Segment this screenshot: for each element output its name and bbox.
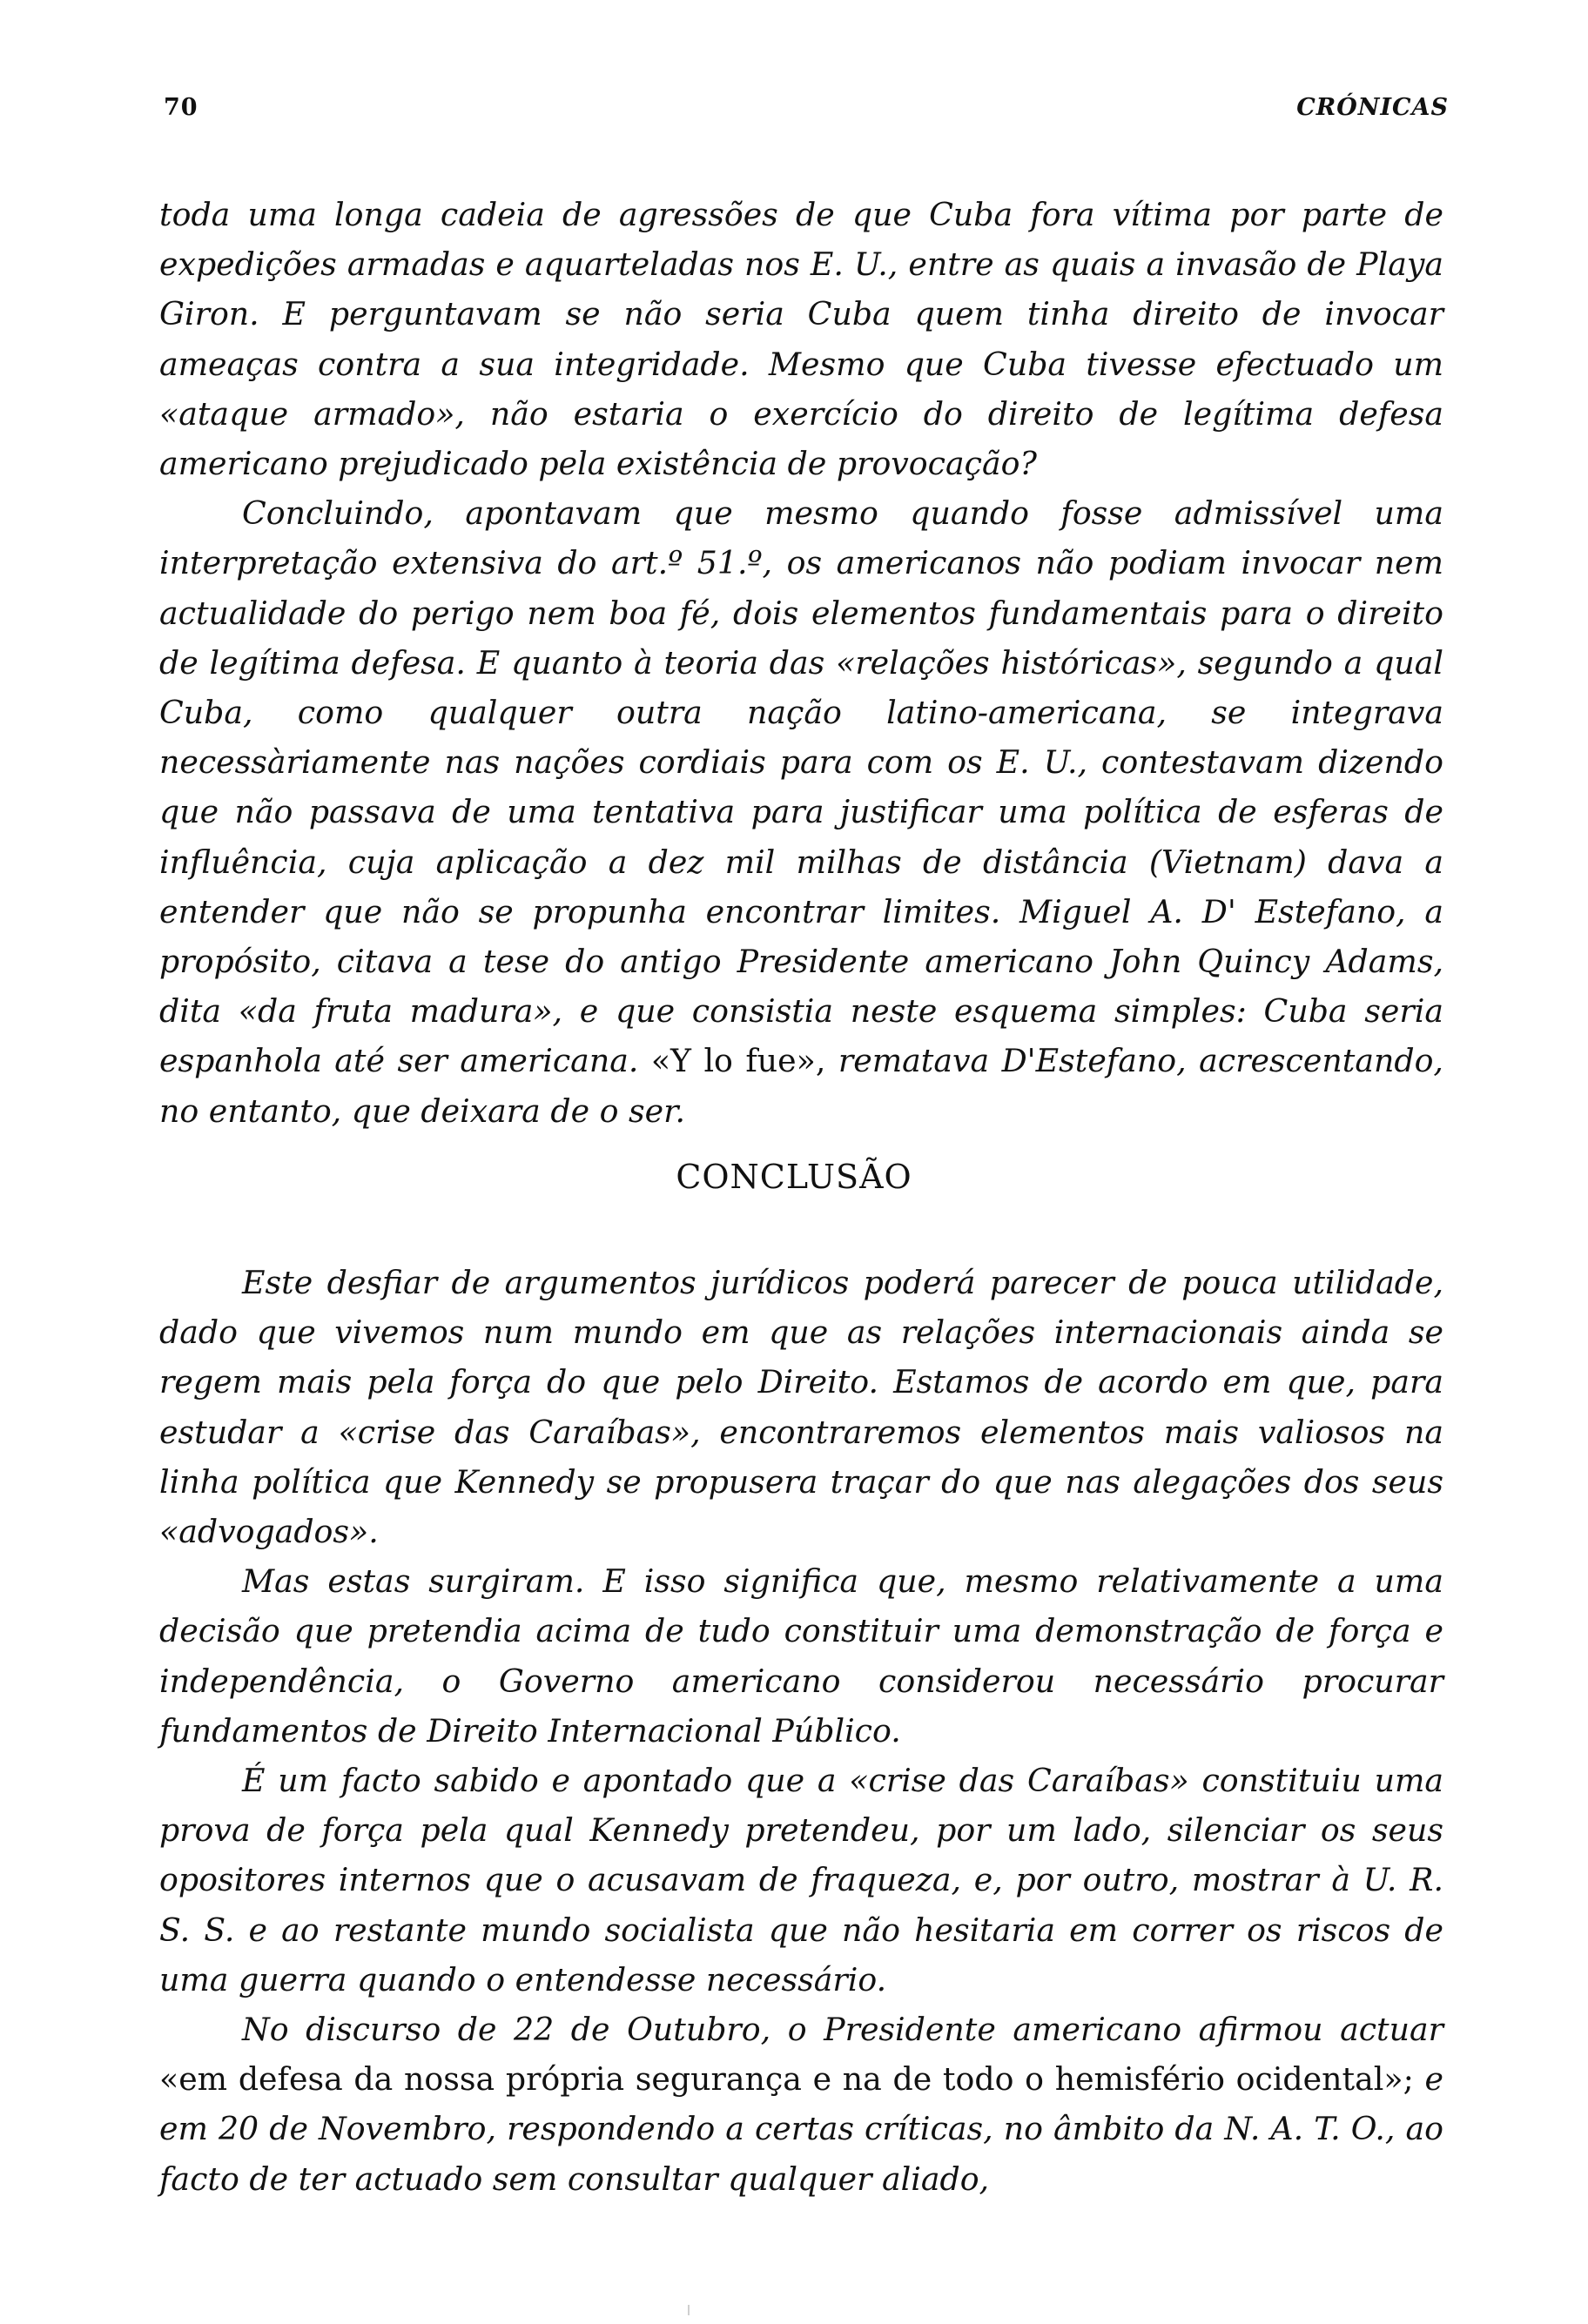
paragraph-text: Concluindo, apontavam que mesmo quando fosse admissível uma interpretação extensiva do art.º 51.º, os americanos não podiam invocar nem actualidade do perigo nem boa fé, dois elementos fundamentais para o direito de legítima defesa. E quanto à teoria das «relações históricas», segundo a qual Cuba, como qualquer outra nação latino-americana, se integrava necessàriamente nas nações cordiais para com os E. U., contestavam dizendo que não passava de uma tentativa para justificar uma política de esferas de influência, cuja aplicação a dez mil milhas de distância (Vietnam) dava a entender que não se propunha encontrar limites. Miguel A. D' Estefano, a propósito, citava a tese do antigo Presidente americano John Quincy Adams, dita «da fruta madura», e que consistia neste esquema simples: Cuba seria espanhola até ser americana. [159, 494, 1443, 1080]
paragraph: toda uma longa cadeia de agressões de que Cuba fora vítima por parte de expedições armadas e aquarteladas nos E. U., entre as quais a invasão de Playa Giron. E perguntavam se não seria Cuba quem tinha direito de invocar ameaças contra a sua integridade. Mesmo que Cuba tivesse efectuado um «ataque armado», não estaria o exercício do direito de legítima defesa americano prejudicado pela existência de provocação? [159, 196, 1443, 483]
paragraph-text: e em 20 de Novembro, respondendo a certas críticas, no âmbito da N. A. T. O., ao facto de ter actuado sem consultar qualquer aliado, [159, 2060, 1443, 2198]
paragraph: É um facto sabido e apontado que a «crise das Caraíbas» constituiu uma prova de força pela qual Kennedy pretendeu, por um lado, silenciar os seus opositores internos que o acusavam de fraqueza, e, por outro, mostrar à U. R. S. S. e ao restante mundo socialista que não hesitaria em correr os riscos de uma guerra quando o entendesse necessário. [159, 1762, 1443, 1998]
paragraph [159, 488, 1443, 1136]
page-header [164, 94, 1449, 132]
paragraph-text: No discurso de 22 de Outubro, o Presidente americano afirmou actuar [242, 2011, 1443, 2049]
paragraph-text: rematava D'Estefano, acrescentando, no entanto, que deixara de o ser. [159, 1042, 1443, 1130]
scan-mark [688, 2305, 690, 2315]
text-block-conclusion [159, 1258, 1443, 2204]
quoted-text: «em defesa da nossa própria segurança e na de todo o hemisfério ocidental»; [159, 2060, 1414, 2099]
section-heading: CONCLUSÃO [676, 1158, 912, 1196]
text-block-top [159, 190, 1443, 1136]
page-number: 70 [164, 94, 198, 121]
quoted-text: «Y lo fue», [650, 1042, 826, 1080]
running-title: CRÓNICAS [1296, 94, 1449, 121]
paragraph [159, 2005, 1443, 2204]
paragraph: Este desfiar de argumentos jurídicos poderá parecer de pouca utilidade, dado que vivemos num mundo em que as relações internacionais ainda se regem mais pela força do que pelo Direito. Estamos de acordo em que, para estudar a «crise das Caraíbas», encontraremos elementos mais valiosos na linha política que Kennedy se propusera traçar do que nas alegações dos seus «advogados». [159, 1264, 1443, 1551]
paragraph: Mas estas surgiram. E isso significa que, mesmo relativamente a uma decisão que pretendia acima de tudo constituir uma demonstração de força e independência, o Governo americano considerou necessário procurar fundamentos de Direito Internacional Público. [159, 1562, 1443, 1750]
